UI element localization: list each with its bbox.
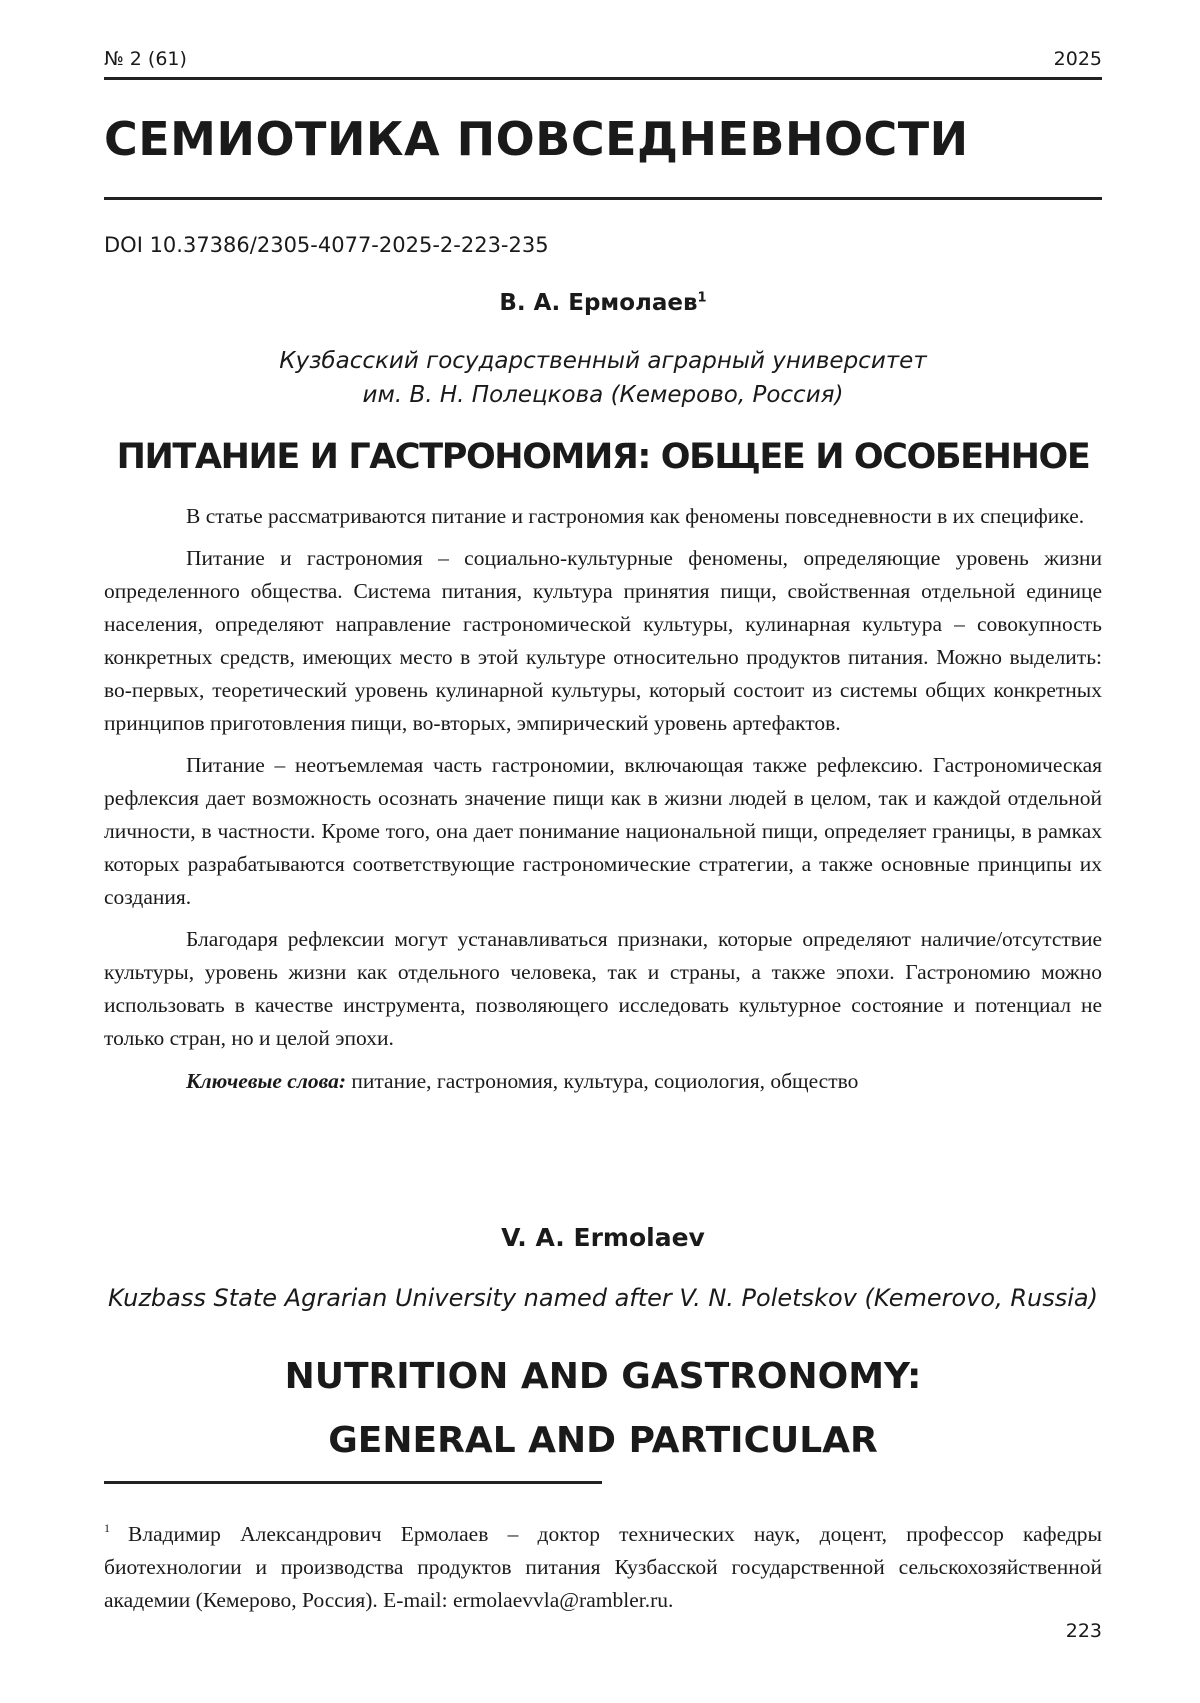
author-name-en: V. A. Ermolaev [501,1223,705,1252]
author-footnote-marker[interactable]: 1 [697,290,707,306]
abstract-paragraph: В статье рассматриваются питание и гастрономия как феномены повседневности в их специфике. [186,504,1085,528]
footnote-text: Владимир Александрович Ермолаев – доктор технических наук, доцент, профессор кафедры биотехнологии и производства продуктов питания Кузбасской государственной сельскохозяйственной академии (Кемерово, Россия). E-mail: ermolaevvla@rambler.ru. [104,1522,1102,1612]
affiliation-en: Kuzbass State Agrarian University named after V. N. Poletskov (Kemerovo, Russia) [108,1284,1098,1312]
affiliation-ru [104,344,1102,412]
section-title: СЕМИОТИКА ПОВСЕДНЕВНОСТИ [104,112,969,166]
abstract-paragraph: Питание и гастрономия – социально-культурные феномены, определяющие уровень жизни определенного общества. Система питания, культура принятия пищи, свойственная отдельной единице населения, определяют направление гастрономической культуры, кулинарная культура – совокупность конкретных средств, имеющих место в этой культуре относительно продуктов питания. Можно выделить: во-первых, теоретический уровень кулинарной культуры, который состоит из системы общих конкретных принципов приготовления пищи, во-вторых, эмпирический уровень артефактов. [104,546,1102,735]
author-name-ru-text: В. А. Ермолаев [499,290,698,316]
section-rule [104,197,1102,200]
header-rule [104,77,1102,80]
article-title-en [104,1345,1102,1473]
affiliation-ru-line1: Кузбасский государственный аграрный университет [279,348,927,374]
article-title-en-line2: GENERAL AND PARTICULAR [328,1420,878,1461]
footnote [104,1512,1102,1617]
article-title-en-line1: NUTRITION AND GASTRONOMY: [284,1356,922,1397]
footnote-marker: 1 [104,1521,110,1535]
abstract-paragraph: Благодаря рефлексии могут устанавливаться признаки, которые определяют наличие/отсутствие культуры, уровень жизни как отдельного человека, так и страны, а также эпохи. Гастрономию можно использовать в качестве инструмента, позволяющего исследовать культурное состояние и потенциал не только стран, но и целой эпохи. [104,927,1102,1050]
author-name-ru [104,290,1102,316]
article-title-ru: ПИТАНИЕ И ГАСТРОНОМИЯ: ОБЩЕЕ И ОСОБЕННОЕ [116,437,1090,477]
issue-year: 2025 [1053,48,1102,70]
keywords-label: Ключевые слова: [186,1069,346,1093]
keywords-list: питание, гастрономия, культура, социология, общество [351,1069,859,1093]
abstract-paragraph: Питание – неотъемлемая часть гастрономии, включающая также рефлексию. Гастрономическая рефлексия дает возможность осознать значение пищи как в жизни людей в целом, так и каждой отдельной личности, в частности. Кроме того, она дает понимание национальной пищи, определяет границы, в рамках которых разрабатываются соответствующие гастрономические стратегии, а также основные принципы их создания. [104,753,1102,909]
keywords [104,1065,1102,1098]
journal-page [104,0,1102,1703]
affiliation-ru-line2: им. В. Н. Полецкова (Кемерово, Россия) [362,382,844,408]
doi[interactable]: DOI 10.37386/2305-4077-2025-2-223-235 [104,233,549,257]
page-number: 223 [1065,1620,1102,1642]
issue-number: № 2 (61) [104,48,187,70]
footnote-rule [104,1481,602,1484]
abstract-ru [104,500,1102,1107]
